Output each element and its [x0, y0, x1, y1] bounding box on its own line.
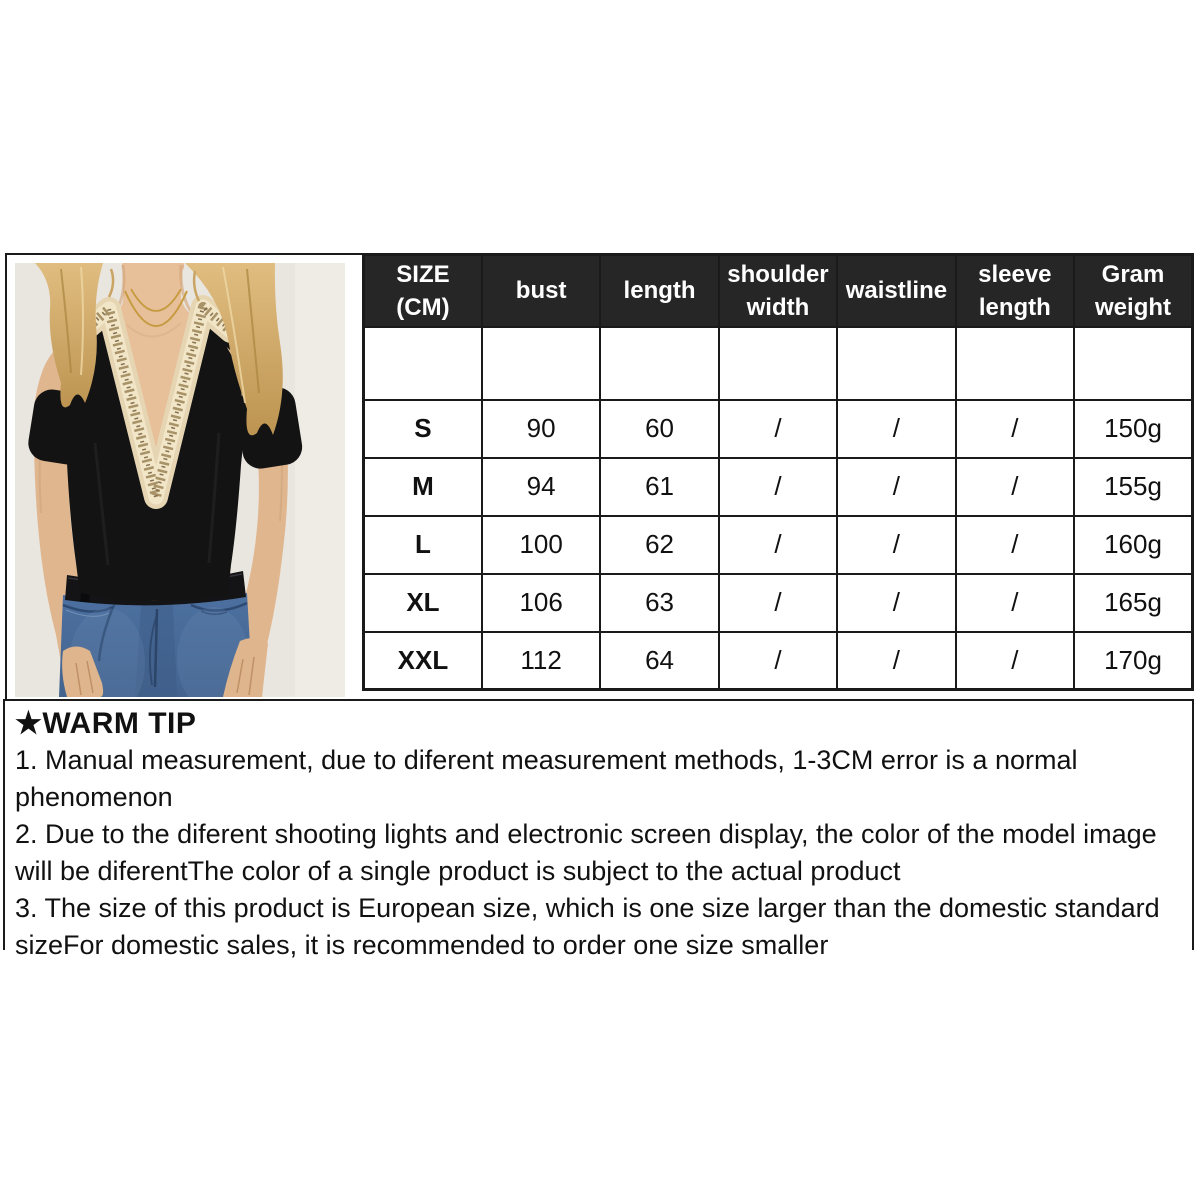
- warm-tip-note-1: 1. Manual measurement, due to diferent measurement methods, 1-3CM error is a normal phenomenon: [15, 745, 1078, 812]
- empty-cell: [719, 327, 837, 400]
- table-row-s: [364, 400, 1193, 458]
- header-line: width: [746, 293, 810, 321]
- sleeve-length-value: /: [956, 574, 1074, 632]
- header-cell-sleeve-length: [956, 255, 1074, 327]
- gram-weight-value: 160g: [1074, 516, 1192, 574]
- size-table-header-row: [364, 255, 1193, 327]
- bust-value: 112: [482, 632, 600, 690]
- header-line: SIZE: [396, 260, 450, 288]
- header-line: sleeve: [978, 260, 1052, 288]
- warm-tip-note-3: 3. The size of this product is European size, which is one size larger than the domestic standard sizeFor domestic sales, it is recommended to order one size smaller: [15, 893, 1160, 960]
- empty-row: [364, 327, 1193, 400]
- bust-value: 90: [482, 400, 600, 458]
- bust-value: 100: [482, 516, 600, 574]
- bust-value: 94: [482, 458, 600, 516]
- empty-cell: [364, 327, 482, 400]
- header-cell-length: [600, 255, 718, 327]
- header-cell-waistline: [837, 255, 955, 327]
- product-photo: [15, 263, 345, 697]
- size-table: [362, 253, 1194, 691]
- gram-weight-value: 155g: [1074, 458, 1192, 516]
- size-label: M: [364, 458, 482, 516]
- photo-frame: [15, 263, 345, 697]
- size-label: S: [364, 400, 482, 458]
- empty-cell: [482, 327, 600, 400]
- length-value: 60: [600, 400, 718, 458]
- header-line: shoulder: [727, 260, 829, 288]
- header-line: length: [978, 293, 1051, 321]
- warm-tip-note-2: 2. Due to the diferent shooting lights and electronic screen display, the color of the model image will be diferentThe color of a single product is subject to the actual product: [15, 819, 1157, 886]
- length-value: 64: [600, 632, 718, 690]
- length-value: 62: [600, 516, 718, 574]
- waistline-value: /: [837, 516, 955, 574]
- warm-tip-title: ★WARM TIP: [15, 707, 197, 740]
- header-line: waistline: [845, 277, 948, 305]
- header-cell-shoulder-width: [719, 255, 837, 327]
- header-line: weight: [1095, 293, 1172, 321]
- waistline-value: /: [837, 574, 955, 632]
- waistline-value: /: [837, 632, 955, 690]
- shoulder-width-value: /: [719, 458, 837, 516]
- warm-tip-section: [3, 699, 1194, 960]
- gram-weight-value: 150g: [1074, 400, 1192, 458]
- shoulder-width-value: /: [719, 632, 837, 690]
- header-cell-gram-weight: [1074, 255, 1192, 327]
- bust-value: 106: [482, 574, 600, 632]
- table-row-l: [364, 516, 1193, 574]
- header-line: length: [623, 277, 696, 305]
- empty-cell: [837, 327, 955, 400]
- sleeve-length-value: /: [956, 632, 1074, 690]
- size-label: XL: [364, 574, 482, 632]
- table-row-xxl: [364, 632, 1193, 690]
- header-line: (CM): [396, 293, 450, 321]
- shoulder-width-value: /: [719, 574, 837, 632]
- table-row-m: [364, 458, 1193, 516]
- size-label: L: [364, 516, 482, 574]
- table-row-xl: [364, 574, 1193, 632]
- sleeve-length-value: /: [956, 516, 1074, 574]
- waistline-value: /: [837, 458, 955, 516]
- size-label: XXL: [364, 632, 482, 690]
- sleeve-length-value: /: [956, 458, 1074, 516]
- sleeve-length-value: /: [956, 400, 1074, 458]
- header-cell-bust: [482, 255, 600, 327]
- empty-cell: [600, 327, 718, 400]
- empty-cell: [1074, 327, 1192, 400]
- length-value: 61: [600, 458, 718, 516]
- waistline-value: /: [837, 400, 955, 458]
- length-value: 63: [600, 574, 718, 632]
- shoulder-width-value: /: [719, 400, 837, 458]
- header-line: bust: [515, 277, 567, 305]
- header-line: Gram: [1101, 260, 1165, 288]
- shoulder-width-value: /: [719, 516, 837, 574]
- gram-weight-value: 170g: [1074, 632, 1192, 690]
- empty-cell: [956, 327, 1074, 400]
- gram-weight-value: 165g: [1074, 574, 1192, 632]
- header-cell-size: [364, 255, 482, 327]
